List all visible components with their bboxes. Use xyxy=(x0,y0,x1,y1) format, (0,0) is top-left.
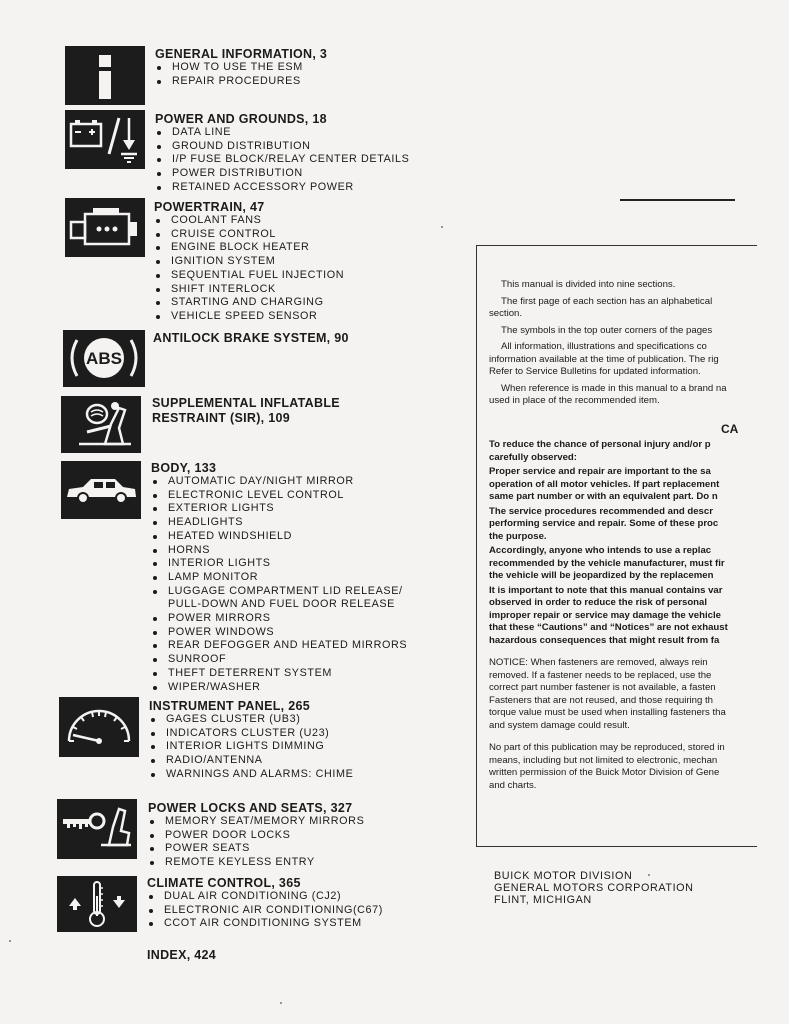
caution-line: hazardous consequences that might result from fa xyxy=(489,634,720,646)
list-item: CRUISE CONTROL xyxy=(154,228,344,242)
list-item: LAMP MONITOR xyxy=(151,571,407,585)
intro-line: When reference is made in this manual to a brand na xyxy=(501,382,727,394)
copyright-line: and charts. xyxy=(489,779,537,791)
intro-line: The symbols in the top outer corners of the pages xyxy=(501,324,713,336)
intro-line: All information, illustrations and specifications co xyxy=(501,341,707,352)
list-item xyxy=(151,585,407,612)
intro-line xyxy=(489,296,789,309)
caution-line: It is important to note that this manual contains var xyxy=(489,584,723,596)
list-item: INTERIOR LIGHTS xyxy=(151,557,407,571)
list-item: POWER DOOR LOCKS xyxy=(148,829,364,843)
intro-line: information available at the time of publication. The rig xyxy=(489,353,719,365)
list-item: AUTOMATIC DAY/NIGHT MIRROR xyxy=(151,475,407,489)
section-power-and-grounds xyxy=(155,112,409,195)
notice-line: removed. If a fastener needs to be replaced, use the xyxy=(489,669,712,681)
list-item: VEHICLE SPEED SENSOR xyxy=(154,310,344,324)
intro-line: Refer to Service Bulletins for updated information. xyxy=(489,366,701,377)
scan-speck xyxy=(441,226,443,228)
section-antilock-brake-system xyxy=(153,331,349,345)
list-item: ELECTRONIC LEVEL CONTROL xyxy=(151,489,407,503)
body-car-icon xyxy=(61,461,141,519)
notice-line: torque value must be used when installing fasteners tha xyxy=(489,707,726,718)
section-title-line1: SUPPLEMENTAL INFLATABLE xyxy=(152,396,340,410)
list-item: POWER DISTRIBUTION xyxy=(155,167,409,181)
caution-line: recommended by the vehicle manufacturer, must fir xyxy=(489,557,725,569)
scan-speck xyxy=(280,1002,282,1004)
list-item: RETAINED ACCESSORY POWER xyxy=(155,181,409,195)
abs-icon xyxy=(63,330,145,387)
list-item: POWER WINDOWS xyxy=(151,626,407,640)
list-item-text: LUGGAGE COMPARTMENT LID RELEASE/ xyxy=(168,584,403,597)
caution-line: The service procedures recommended and descr xyxy=(489,505,713,517)
list-item: SHIFT INTERLOCK xyxy=(154,283,344,297)
intro-text: The first page of each section has an alphabetical xyxy=(501,295,713,307)
caution-line: that these “Cautions” and “Notices” are not exhaust xyxy=(489,622,728,633)
section-supplemental-inflatable-restraint xyxy=(152,396,340,425)
list-item: RADIO/ANTENNA xyxy=(149,754,353,768)
list-item: HOW TO USE THE ESM xyxy=(155,61,327,75)
section-title: CLIMATE CONTROL, 365 xyxy=(147,876,301,890)
notice-line: Fasteners that are not reused, and those requiring th xyxy=(489,694,713,706)
list-item: INDICATORS CLUSTER (U23) xyxy=(149,727,353,741)
section-general-information xyxy=(155,47,327,88)
section-title: GENERAL INFORMATION, 3 xyxy=(155,47,328,61)
general-information-icon xyxy=(65,46,145,105)
divider-rule xyxy=(620,199,735,201)
list-item: REMOTE KEYLESS ENTRY xyxy=(148,856,364,870)
notice-box-text xyxy=(489,279,789,412)
list-item: MEMORY SEAT/MEMORY MIRRORS xyxy=(148,815,364,829)
power-locks-seats-icon xyxy=(57,799,137,859)
section-power-locks-and-seats xyxy=(148,801,364,870)
list-item: IGNITION SYSTEM xyxy=(154,255,344,269)
list-item: STARTING AND CHARGING xyxy=(154,296,344,310)
caution-line: carefully observed: xyxy=(489,451,577,463)
caution-line: Proper service and repair are important to the sa xyxy=(489,466,711,477)
list-item: WIPER/WASHER xyxy=(151,681,407,695)
list-item: ELECTRONIC AIR CONDITIONING(C67) xyxy=(147,904,383,918)
list-item: THEFT DETERRENT SYSTEM xyxy=(151,667,407,681)
scan-speck xyxy=(648,874,650,876)
instrument-panel-gauge-icon xyxy=(59,697,139,757)
list-item: GROUND DISTRIBUTION xyxy=(155,140,409,154)
publisher-line: BUICK MOTOR DIVISION xyxy=(494,870,633,882)
caution-line: improper repair or service may damage the vehicle xyxy=(489,609,721,621)
intro-line: section. xyxy=(489,308,523,319)
list-item: SUNROOF xyxy=(151,653,407,667)
list-item: COOLANT FANS xyxy=(154,214,344,228)
list-item: DUAL AIR CONDITIONING (CJ2) xyxy=(147,890,383,904)
intro-line: This manual is divided into nine sections. xyxy=(501,279,676,290)
caution-line: operation of all motor vehicles. If part replacement xyxy=(489,478,720,490)
abs-label: ABS xyxy=(86,349,122,368)
list-item: SEQUENTIAL FUEL INJECTION xyxy=(154,269,344,283)
list-item: POWER MIRRORS xyxy=(151,612,407,626)
climate-control-icon xyxy=(57,876,137,932)
caution-text xyxy=(489,439,789,796)
index-title: INDEX, 424 xyxy=(147,948,217,962)
list-item: HEADLIGHTS xyxy=(151,516,407,530)
caution-line: same part number or with an equivalent part. Do n xyxy=(489,491,718,502)
list-item: HEATED WINDSHIELD xyxy=(151,530,407,544)
notice-line: correct part number fastener is not available, a fasten xyxy=(489,682,716,693)
notice-line: and system damage could result. xyxy=(489,719,630,731)
list-item: REAR DEFOGGER AND HEATED MIRRORS xyxy=(151,639,407,653)
list-item: ENGINE BLOCK HEATER xyxy=(154,241,344,255)
index-entry xyxy=(147,948,216,962)
section-body xyxy=(151,461,407,694)
powertrain-engine-icon xyxy=(65,198,145,257)
copyright-line: No part of this publication may be reproduced, stored in xyxy=(489,742,725,753)
section-instrument-panel xyxy=(149,699,353,782)
list-item: HORNS xyxy=(151,544,407,558)
power-grounds-icon xyxy=(65,110,145,169)
list-item: DATA LINE xyxy=(155,126,409,140)
list-item: EXTERIOR LIGHTS xyxy=(151,502,407,516)
intro-line: used in place of the recommended item. xyxy=(489,395,660,406)
notice-line: NOTICE: When fasteners are removed, always rein xyxy=(489,657,708,668)
sir-airbag-icon xyxy=(61,396,141,453)
section-title: POWER LOCKS AND SEATS, 327 xyxy=(148,801,353,815)
list-item: I/P FUSE BLOCK/RELAY CENTER DETAILS xyxy=(155,153,409,167)
section-title: ANTILOCK BRAKE SYSTEM, 90 xyxy=(153,331,349,345)
caution-line: the purpose. xyxy=(489,530,547,542)
publisher-address xyxy=(494,870,694,906)
list-item: REPAIR PROCEDURES xyxy=(155,75,327,89)
list-item: POWER SEATS xyxy=(148,842,364,856)
scan-speck xyxy=(9,940,11,942)
section-climate-control xyxy=(147,876,383,931)
section-title: POWERTRAIN, 47 xyxy=(154,200,265,214)
section-title: POWER AND GROUNDS, 18 xyxy=(155,112,327,126)
caution-line: performing service and repair. Some of these proc xyxy=(489,518,719,529)
caution-line: Accordingly, anyone who intends to use a replac xyxy=(489,545,712,556)
list-item: WARNINGS AND ALARMS: CHIME xyxy=(149,768,353,782)
caution-line: To reduce the chance of personal injury and/or p xyxy=(489,439,711,450)
list-item-continuation: PULL-DOWN AND FUEL DOOR RELEASE xyxy=(168,598,395,611)
notice-box xyxy=(476,245,757,847)
copyright-line: means, including but not limited to electronic, mechan xyxy=(489,754,718,766)
publisher-line: GENERAL MOTORS CORPORATION xyxy=(494,882,694,894)
list-item: CCOT AIR CONDITIONING SYSTEM xyxy=(147,917,383,931)
list-item: INTERIOR LIGHTS DIMMING xyxy=(149,740,353,754)
list-item: GAGES CLUSTER (UB3) xyxy=(149,713,353,727)
publisher-line: FLINT, MICHIGAN xyxy=(494,894,592,906)
section-powertrain xyxy=(154,200,344,324)
caution-line: observed in order to reduce the risk of personal xyxy=(489,597,708,608)
copyright-line: written permission of the Buick Motor Division of Gene xyxy=(489,767,720,778)
caution-line: the vehicle will be jeopardized by the replacemen xyxy=(489,570,714,581)
section-title: INSTRUMENT PANEL, 265 xyxy=(149,699,310,713)
section-title: BODY, 133 xyxy=(151,461,217,475)
caution-heading: CA xyxy=(721,422,739,436)
section-title-line2: RESTRAINT (SIR), 109 xyxy=(152,411,290,425)
